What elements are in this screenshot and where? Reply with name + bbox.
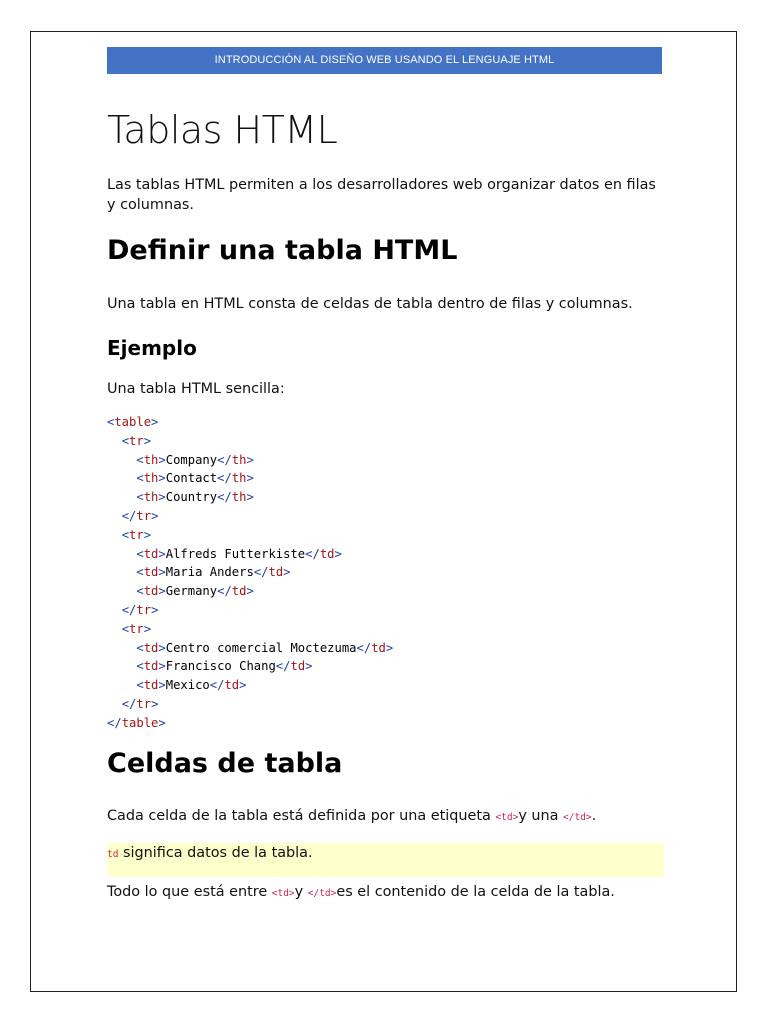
code-line: <td>Centro comercial Moctezuma</td> <box>136 640 394 655</box>
code-line: <td>Francisco Chang</td> <box>136 659 313 674</box>
cells-paragraph-1: Cada celda de la tabla está definida por una etiqueta <td>y una </td>. <box>107 808 597 824</box>
code-line: </tr> <box>121 696 159 711</box>
inline-code-td-close: </td> <box>563 812 592 823</box>
cells-paragraph-3: Todo lo que está entre <td>y </td>es el contenido de la celda de la tabla. <box>107 884 615 900</box>
cells-paragraph-2: td significa datos de la tabla. <box>107 845 313 861</box>
code-line: </tr> <box>121 602 159 617</box>
code-line: <td>Maria Anders</td> <box>136 565 291 580</box>
code-line: <td>Mexico</td> <box>136 678 247 693</box>
document-header: INTRODUCCIÓN AL DISEÑO WEB USANDO EL LENGUAJE HTML <box>107 47 662 74</box>
example-heading: Ejemplo <box>107 336 197 360</box>
code-line: </tr> <box>121 508 159 523</box>
code-line: <tr> <box>121 621 152 636</box>
document-page <box>30 31 737 992</box>
code-line: <tr> <box>121 433 152 448</box>
code-line: <tr> <box>121 527 152 542</box>
code-line: <th>Country</th> <box>136 490 254 505</box>
inline-code-td-open: <td> <box>495 812 519 823</box>
code-block <box>107 413 393 733</box>
inline-code-td-close-2: </td> <box>307 888 337 899</box>
page-title: Tablas HTML <box>107 108 338 152</box>
code-line: <td>Germany</td> <box>136 584 254 599</box>
code-line: <td>Alfreds Futterkiste</td> <box>136 546 342 561</box>
inline-code-td-open-2: <td> <box>271 888 295 899</box>
code-line: <th>Contact</th> <box>136 471 254 486</box>
code-line: <th>Company</th> <box>136 452 254 467</box>
inline-code-td: td <box>107 849 119 860</box>
define-table-paragraph: Una tabla en HTML consta de celdas de tabla dentro de filas y columnas. <box>107 296 633 312</box>
section-heading-define-table: Definir una tabla HTML <box>107 235 458 266</box>
section-heading-table-cells: Celdas de tabla <box>107 748 343 779</box>
intro-paragraph: Las tablas HTML permiten a los desarrolladores web organizar datos en filas y columnas. <box>107 177 656 213</box>
example-intro: Una tabla HTML sencilla: <box>107 381 285 397</box>
code-line: <table> <box>107 415 159 429</box>
code-line: </table> <box>107 715 166 730</box>
